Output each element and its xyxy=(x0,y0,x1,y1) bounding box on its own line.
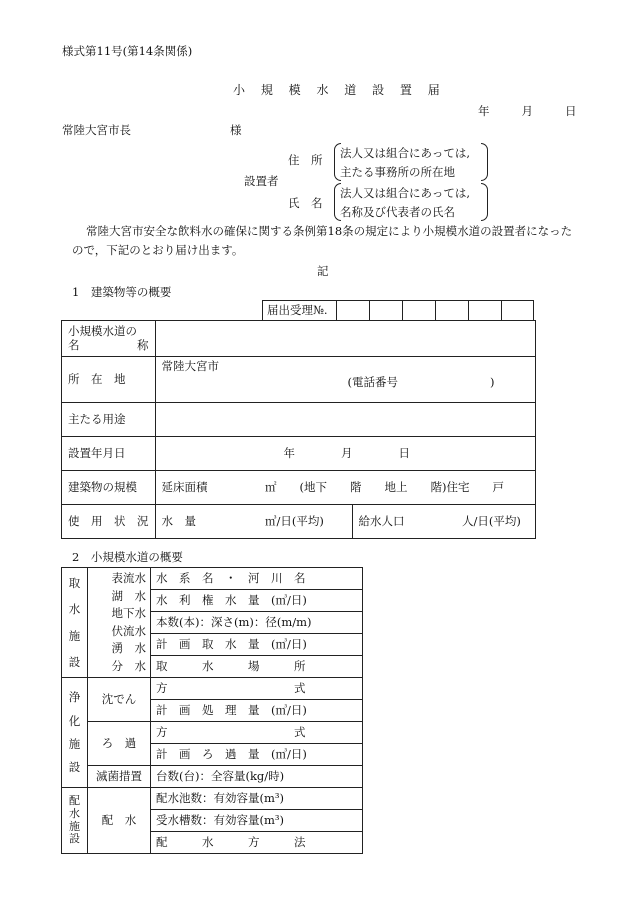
usage-status-label: 使 用 状 況 xyxy=(62,505,156,539)
source-spring-water: 湧 水 xyxy=(111,641,146,655)
section1-heading: 1 建築物等の概要 xyxy=(72,285,172,299)
form-number: 様式第11号(第14条関係) xyxy=(62,44,193,58)
receipt-cell[interactable] xyxy=(337,301,370,321)
location-city: 常陸大宮市 xyxy=(161,359,219,373)
intake-item-planned-intake: 計 画 取 水 量 (㎥/日) xyxy=(151,634,363,656)
disinfection-label: 滅菌措置 xyxy=(88,766,151,788)
install-date-field[interactable]: 年 月 日 xyxy=(155,437,536,471)
water-supply-name-label: 小規模水道の 名 称 xyxy=(62,321,156,357)
date-line: 年 月 日 xyxy=(478,104,580,118)
distribution-reservoirs: 配水池数：有効容量(m³) xyxy=(151,788,363,810)
building-overview-table xyxy=(61,320,536,539)
address-note xyxy=(340,144,470,182)
body-text-line2: ので，下記のとおり届け出ます。 xyxy=(72,243,244,257)
name-note xyxy=(340,184,470,222)
water-supply-name-field[interactable] xyxy=(155,321,536,357)
sedimentation-capacity: 計 画 処 理 量 (㎥/日) xyxy=(151,700,363,722)
distribution-label: 配 水 xyxy=(88,788,151,854)
body-text-line1: 常陸大宮市安全な飲料水の確保に関する条例第18条の規定により小規模水道の設置者になった xyxy=(86,224,573,238)
building-scale-label: 建築物の規模 xyxy=(62,471,156,505)
address-brace-right xyxy=(481,143,488,181)
disinfection-item: 台数(台)：全容量(kg/時) xyxy=(151,766,363,788)
sedimentation-label: 沈でん xyxy=(88,678,151,722)
source-branch-water: 分 水 xyxy=(111,658,146,673)
section2-heading: 2 小規模水道の概要 xyxy=(72,550,183,564)
distribution-method: 配 水 方 法 xyxy=(151,832,363,854)
receipt-cell[interactable] xyxy=(370,301,403,321)
form-title: 小 規 模 水 道 設 置 届 xyxy=(233,83,446,97)
source-surface-water: 表流水 xyxy=(111,571,146,585)
intake-item-water-rights: 水 利 権 水 量 (㎥/日) xyxy=(151,590,363,612)
main-use-field[interactable] xyxy=(155,403,536,437)
intake-item-wells: 本数(本)：深さ(m)：径(m/m) xyxy=(151,612,363,634)
sedimentation-method: 方 式 xyxy=(151,678,363,700)
filtration-label: ろ 過 xyxy=(88,722,151,766)
water-system-table xyxy=(61,567,363,854)
intake-item-location: 取 水 場 所 xyxy=(151,656,363,678)
building-scale-field[interactable]: 延床面積 ㎡ (地下 階 地上 階)住宅 戸 xyxy=(155,471,536,505)
source-subsurface-water: 伏流水 xyxy=(111,623,146,638)
population-field[interactable]: 給水人口 人/日(平均) xyxy=(352,505,536,539)
name-brace-right xyxy=(481,183,488,221)
applicant-label: 設置者 xyxy=(244,174,279,188)
addressee: 常陸大宮市長 xyxy=(62,123,131,137)
address-note-line1: 法人又は組合にあっては, xyxy=(340,146,471,160)
name-note-line2: 名称及び代表者の氏名 xyxy=(340,205,455,219)
receipt-cell[interactable] xyxy=(502,301,534,321)
intake-item-water-system: 水 系 名 ・ 河 川 名 xyxy=(151,568,363,590)
water-amount-field[interactable]: 水 量 ㎥/日(平均) xyxy=(155,505,352,539)
receipt-cell[interactable] xyxy=(469,301,502,321)
main-use-label: 主たる用途 xyxy=(62,403,156,437)
address-label: 住 所 xyxy=(288,153,323,167)
distribution-group-label: 配 水 施 設 xyxy=(62,788,88,854)
address-note-line2: 主たる事務所の所在地 xyxy=(340,165,455,179)
filtration-method: 方 式 xyxy=(151,722,363,744)
addressee-sama: 様 xyxy=(230,123,242,137)
receipt-cell[interactable] xyxy=(403,301,436,321)
ki-label: 記 xyxy=(317,264,329,278)
name-note-line1: 法人又は組合にあっては, xyxy=(340,186,471,200)
install-date-label: 設置年月日 xyxy=(62,437,156,471)
name-label: 氏 名 xyxy=(288,196,323,210)
purification-group-label: 浄 化 施 設 xyxy=(62,678,88,788)
intake-group-label: 取 水 施 設 xyxy=(62,568,88,678)
phone-number: (電話番号 ) xyxy=(347,374,495,389)
location-field[interactable] xyxy=(155,357,536,403)
location-label: 所 在 地 xyxy=(62,357,156,403)
source-lake-water: 湖 水 xyxy=(111,588,146,603)
filtration-capacity: 計 画 ろ 過 量 (㎥/日) xyxy=(151,744,363,766)
receipt-number-table xyxy=(262,300,534,321)
receipt-label: 届出受理№. xyxy=(263,301,337,321)
intake-sources xyxy=(88,568,151,678)
distribution-tanks: 受水槽数：有効容量(m³) xyxy=(151,810,363,832)
receipt-cell[interactable] xyxy=(436,301,469,321)
source-groundwater: 地下水 xyxy=(111,606,146,620)
